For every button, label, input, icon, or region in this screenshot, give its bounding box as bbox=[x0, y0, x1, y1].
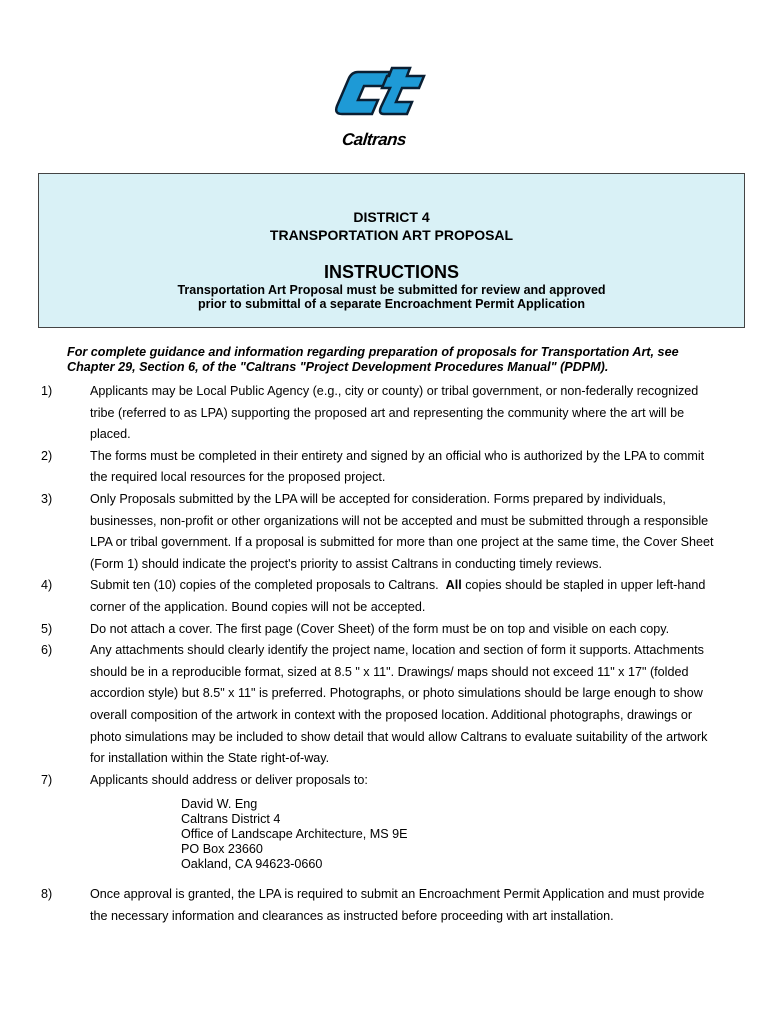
item-line: Any attachments should clearly identify the project name, location and section of form it supports. Attachments bbox=[90, 643, 704, 658]
address-line: David W. Eng bbox=[181, 797, 258, 812]
intro-paragraph bbox=[67, 345, 727, 375]
intro-line: Chapter 29, Section 6, of the "Caltrans "Project Development Procedures Manual" (PDPM). bbox=[67, 360, 609, 374]
item-emphasis: All bbox=[445, 578, 462, 593]
item-line: The forms must be completed in their entirety and signed by an official who is authorized by the LPA to commit bbox=[90, 448, 705, 463]
address-line: Office of Landscape Architecture, MS 9E bbox=[181, 827, 408, 842]
list-item bbox=[41, 489, 727, 575]
item-line bbox=[90, 575, 727, 597]
item-line: Applicants should address or deliver proposals to: bbox=[90, 772, 368, 787]
item-line: photo simulations may be included to show detail that would allow Caltrans to evaluate suitability of the artwork bbox=[90, 729, 708, 744]
item-line: placed. bbox=[90, 427, 131, 442]
list-item bbox=[41, 884, 727, 927]
item-line: overall composition of the artwork in context with the proposed location. Additional photographs, drawings or bbox=[90, 707, 693, 722]
item-number: 1) bbox=[41, 384, 53, 398]
item-line: (Form 1) should indicate the project's priority to assist Caltrans in conducting timely reviews. bbox=[90, 556, 602, 571]
district-label: DISTRICT 4 bbox=[353, 209, 430, 225]
item-line: tribe (referred to as LPA) supporting the proposed art and representing the community where the art will be bbox=[90, 405, 685, 420]
intro-line: For complete guidance and information regarding preparation of proposals for Transportation Art, see bbox=[67, 345, 679, 359]
instructions-heading: INSTRUCTIONS bbox=[324, 262, 459, 282]
item-line: Do not attach a cover. The first page (Cover Sheet) of the form must be on top and visible on each copy. bbox=[90, 621, 670, 636]
item-text: copies should be stapled in upper left-hand bbox=[461, 578, 706, 593]
item-line: the required local resources for the proposed project. bbox=[90, 470, 386, 485]
subtitle-line-2: prior to submittal of a separate Encroachment Permit Application bbox=[197, 297, 586, 311]
item-line: Once approval is granted, the LPA is required to submit an Encroachment Permit Application and must provide bbox=[90, 887, 705, 902]
caltrans-wordmark: Caltrans bbox=[341, 130, 408, 149]
mailing-address bbox=[67, 797, 727, 872]
caltrans-ct-icon bbox=[328, 64, 432, 130]
list-item bbox=[41, 575, 727, 618]
subtitle-line-1: Transportation Art Proposal must be submitted for review and approved bbox=[177, 283, 606, 297]
list-item bbox=[41, 381, 727, 446]
address-line: Caltrans District 4 bbox=[181, 812, 281, 827]
caltrans-logo bbox=[328, 64, 432, 158]
list-item bbox=[41, 446, 727, 489]
item-number: 8) bbox=[41, 887, 53, 902]
item-line: businesses, non-profit or other organizations will not be accepted and must be submitted through a responsible bbox=[90, 513, 709, 528]
item-number: 2) bbox=[41, 448, 53, 463]
item-line: corner of the application. Bound copies will not be accepted. bbox=[90, 599, 426, 614]
item-number: 4) bbox=[41, 578, 53, 593]
list-item bbox=[41, 619, 727, 641]
item-number: 6) bbox=[41, 643, 53, 658]
address-line: PO Box 23660 bbox=[181, 842, 263, 857]
item-number: 3) bbox=[41, 491, 53, 506]
item-number: 7) bbox=[41, 772, 53, 787]
list-item bbox=[41, 640, 727, 770]
instructions-body bbox=[41, 345, 727, 927]
item-line: LPA or tribal government. If a proposal is submitted for more than one project at the same time, the Cover Sheet bbox=[90, 535, 714, 550]
address-line: Oakland, CA 94623-0660 bbox=[181, 857, 323, 872]
list-item bbox=[41, 770, 727, 792]
item-text: Submit ten (10) copies of the completed proposals to Caltrans. bbox=[90, 578, 446, 593]
item-line: for installation within the State right-of-way. bbox=[90, 751, 330, 766]
proposal-title: TRANSPORTATION ART PROPOSAL bbox=[269, 227, 514, 243]
item-line: Only Proposals submitted by the LPA will be accepted for consideration. Forms prepared by individuals, bbox=[90, 491, 666, 506]
item-line: Applicants may be Local Public Agency (e.g., city or county) or tribal government, or non-federally recognized bbox=[90, 384, 699, 398]
item-line: should be in a reproducible format, sized at 8.5 " x 11". Drawings/ maps should not exceed 11" x 17" (folded bbox=[90, 664, 689, 679]
header-box bbox=[38, 173, 745, 328]
item-line: accordion style) but 8.5" x 11" is preferred. Photographs, or photo simulations should be large enough to show bbox=[90, 686, 703, 701]
item-line: the necessary information and clearances as instructed before proceeding with art installation. bbox=[90, 908, 614, 923]
item-number: 5) bbox=[41, 621, 53, 636]
